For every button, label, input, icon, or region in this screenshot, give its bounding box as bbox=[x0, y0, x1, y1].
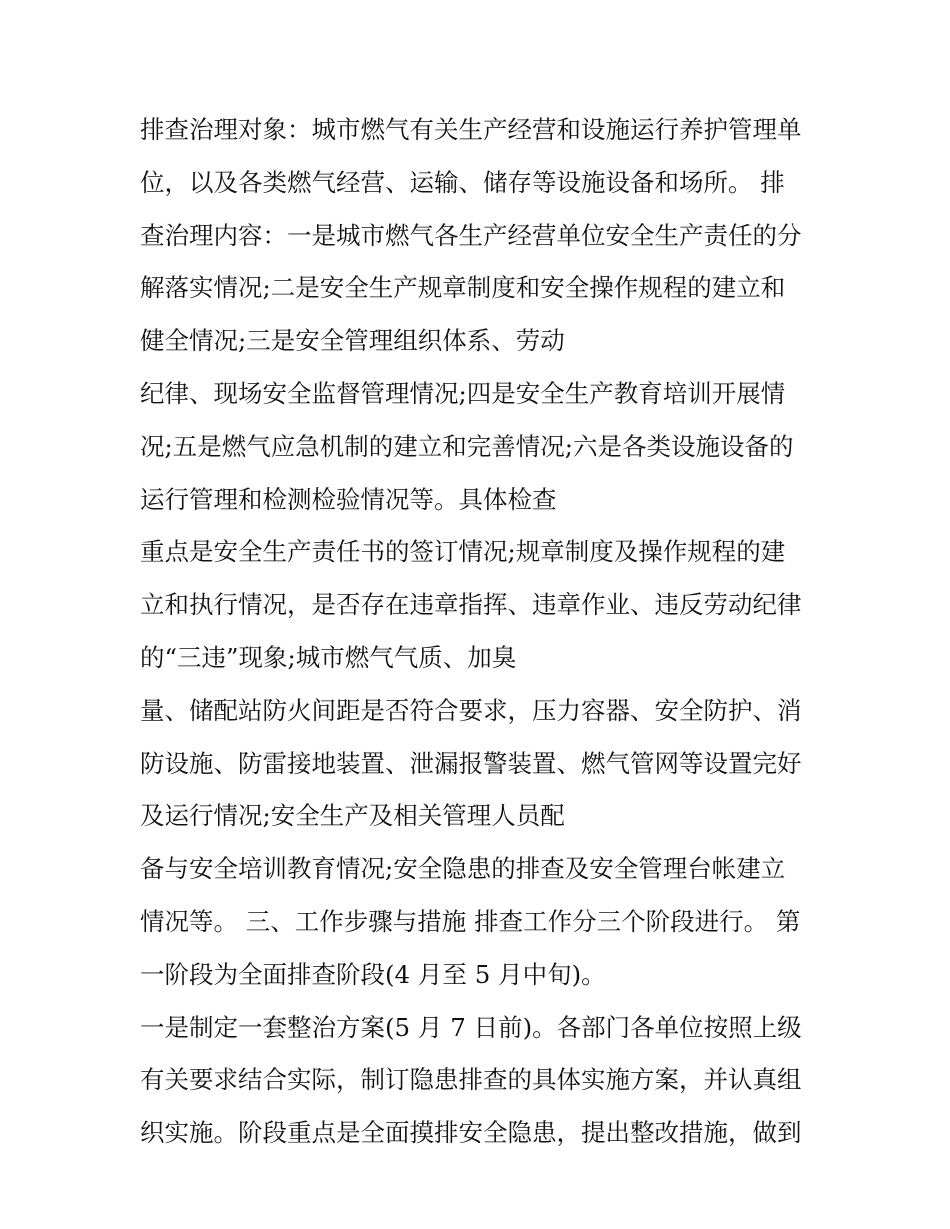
text-line: 查治理内容：一是城市燃气各生产经营单位安全生产责任的分 bbox=[140, 220, 802, 250]
text-line: 有关要求结合实际，制订隐患排查的具体实施方案，并认真组 bbox=[140, 1065, 802, 1095]
text-line: 运行管理和检测检验情况等。具体检查 bbox=[140, 484, 557, 514]
text-line: 排查治理对象：城市燃气有关生产经营和设施运行养护管理单 bbox=[140, 115, 802, 144]
text-line: 纪律、现场安全监督管理情况;四是安全生产教育培训开展情 bbox=[140, 378, 786, 408]
text-line: 备与安全培训教育情况;安全隐患的排查及安全管理台帐建立 bbox=[140, 854, 786, 884]
text-line: 重点是安全生产责任书的签订情况;规章制度及操作规程的建 bbox=[140, 537, 786, 567]
document-body bbox=[140, 104, 820, 1160]
text-line: 及运行情况;安全生产及相关管理人员配 bbox=[140, 801, 565, 831]
text-line: 立和执行情况，是否存在违章指挥、违章作业、违反劳动纪律 bbox=[140, 590, 802, 620]
text-line: 的“三违”现象;城市燃气气质、加臭 bbox=[140, 642, 517, 672]
text-line: 量、储配站防火间距是否符合要求，压力容器、安全防护、消 bbox=[140, 695, 802, 725]
text-line: 织实施。阶段重点是全面摸排安全隐患，提出整改措施，做到 bbox=[140, 1118, 802, 1148]
text-line: 情况等。 三、工作步骤与措施 排查工作分三个阶段进行。 第 bbox=[140, 906, 801, 936]
text-line: 位，以及各类燃气经营、运输、储存等设施设备和场所。 排 bbox=[140, 167, 785, 197]
text-line: 防设施、防雷接地装置、泄漏报警装置、燃气管网等设置完好 bbox=[140, 748, 802, 778]
text-line: 一阶段为全面排查阶段(4 月至 5 月中旬)。 bbox=[140, 959, 606, 989]
text-line: 解落实情况;二是安全生产规章制度和安全操作规程的建立和 bbox=[140, 273, 786, 303]
text-line: 一是制定一套整治方案(5 月 7 日前)。各部门各单位按照上级 bbox=[140, 1012, 802, 1042]
text-line: 健全情况;三是安全管理组织体系、劳动 bbox=[140, 326, 565, 356]
text-line: 况;五是燃气应急机制的建立和完善情况;六是各类设施设备的 bbox=[140, 431, 794, 461]
